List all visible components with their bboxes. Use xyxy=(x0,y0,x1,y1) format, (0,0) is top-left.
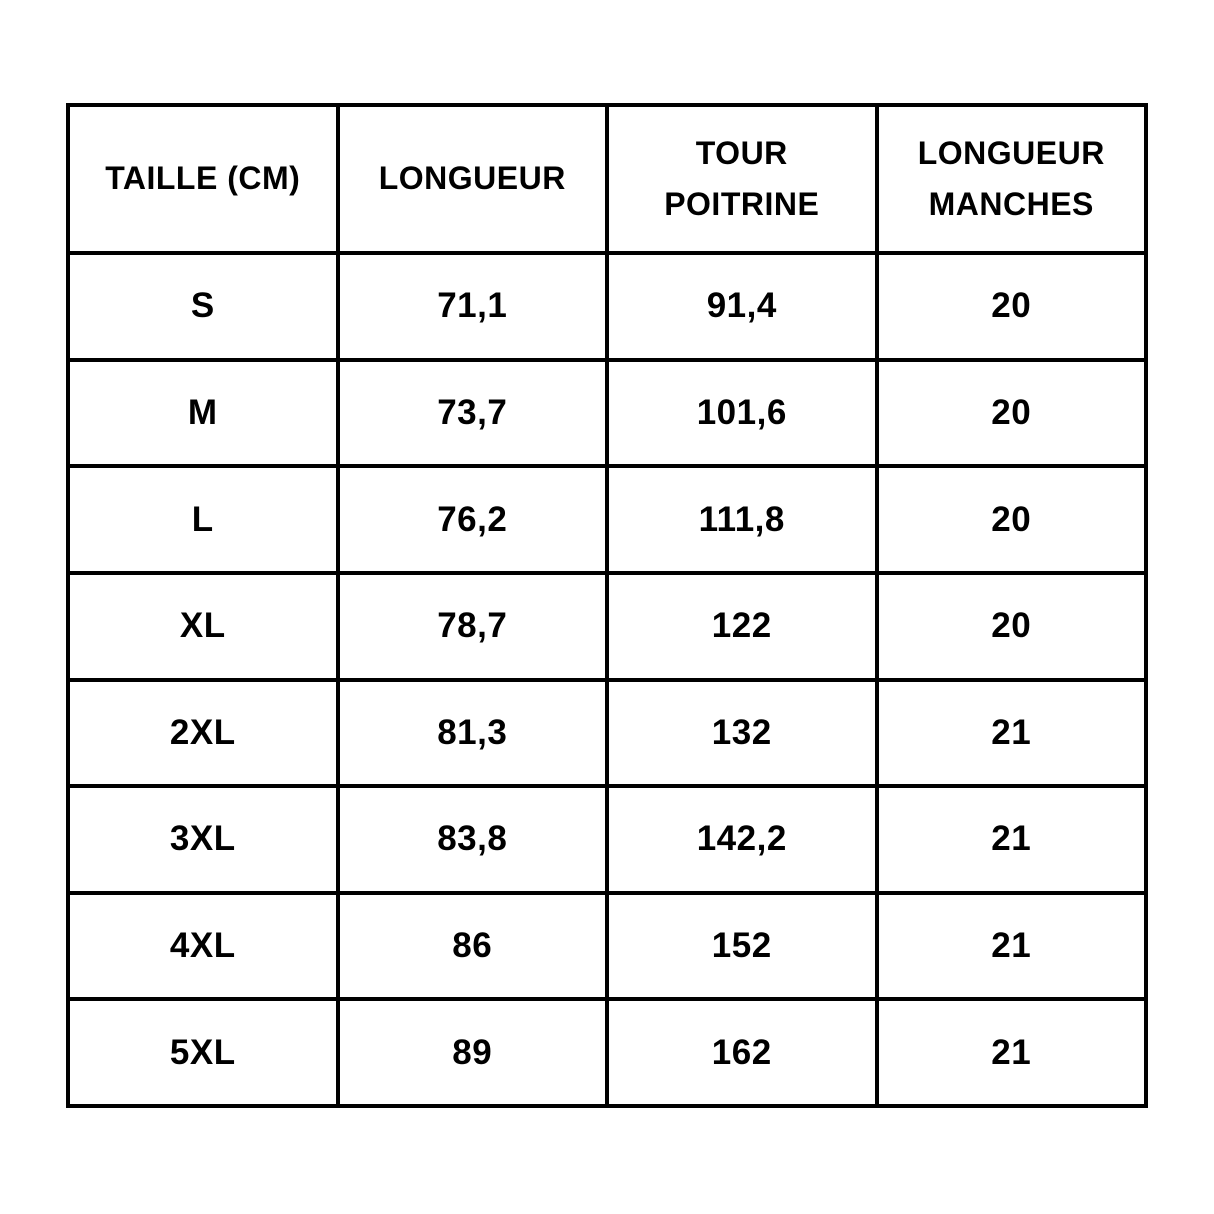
header-row xyxy=(68,105,1146,253)
longueur-cell: 83,8 xyxy=(338,786,608,893)
longueur-cell: 81,3 xyxy=(338,680,608,787)
size-cell: S xyxy=(68,253,338,360)
size-cell: L xyxy=(68,466,338,573)
longueur-manches-cell: 20 xyxy=(877,573,1147,680)
header-label-longueur: LONGUEUR xyxy=(378,160,566,197)
longueur-cell: 76,2 xyxy=(338,466,608,573)
tour-poitrine-cell: 142,2 xyxy=(607,786,877,893)
longueur-cell: 73,7 xyxy=(338,360,608,467)
table-row-m xyxy=(68,360,1146,467)
longueur-cell: 71,1 xyxy=(338,253,608,360)
table-row-xl xyxy=(68,573,1146,680)
tour-poitrine-cell: 101,6 xyxy=(607,360,877,467)
size-cell: 3XL xyxy=(68,786,338,893)
tour-poitrine-cell: 111,8 xyxy=(607,466,877,573)
size-chart-body xyxy=(68,253,1146,1106)
longueur-manches-cell: 21 xyxy=(877,680,1147,787)
size-cell: 2XL xyxy=(68,680,338,787)
size-chart-table xyxy=(66,103,1148,1108)
size-chart xyxy=(66,103,1148,1108)
size-chart-header xyxy=(68,105,1146,253)
tour-poitrine-cell: 132 xyxy=(607,680,877,787)
header-label-longueur-manches: LONGUEUR MANCHES xyxy=(917,134,1105,222)
table-row-4xl xyxy=(68,893,1146,1000)
longueur-manches-cell: 21 xyxy=(877,893,1147,1000)
longueur-manches-cell: 20 xyxy=(877,253,1147,360)
table-row-l xyxy=(68,466,1146,573)
header-label-tour-poitrine: TOUR POITRINE xyxy=(664,134,820,222)
header-cell-taille xyxy=(68,105,338,253)
table-row-3xl xyxy=(68,786,1146,893)
size-cell: 5XL xyxy=(68,999,338,1106)
tour-poitrine-cell: 91,4 xyxy=(607,253,877,360)
table-row-2xl xyxy=(68,680,1146,787)
size-cell: XL xyxy=(68,573,338,680)
longueur-cell: 86 xyxy=(338,893,608,1000)
longueur-manches-cell: 21 xyxy=(877,999,1147,1106)
longueur-manches-cell: 21 xyxy=(877,786,1147,893)
size-cell: M xyxy=(68,360,338,467)
tour-poitrine-cell: 162 xyxy=(607,999,877,1106)
header-cell-longueur xyxy=(338,105,608,253)
size-cell: 4XL xyxy=(68,893,338,1000)
table-row-s xyxy=(68,253,1146,360)
header-cell-tour-poitrine xyxy=(607,105,877,253)
header-label-taille: TAILLE (CM) xyxy=(105,160,301,197)
longueur-cell: 89 xyxy=(338,999,608,1106)
longueur-manches-cell: 20 xyxy=(877,466,1147,573)
header-cell-longueur-manches xyxy=(877,105,1147,253)
table-row-5xl xyxy=(68,999,1146,1106)
longueur-manches-cell: 20 xyxy=(877,360,1147,467)
tour-poitrine-cell: 122 xyxy=(607,573,877,680)
tour-poitrine-cell: 152 xyxy=(607,893,877,1000)
longueur-cell: 78,7 xyxy=(338,573,608,680)
